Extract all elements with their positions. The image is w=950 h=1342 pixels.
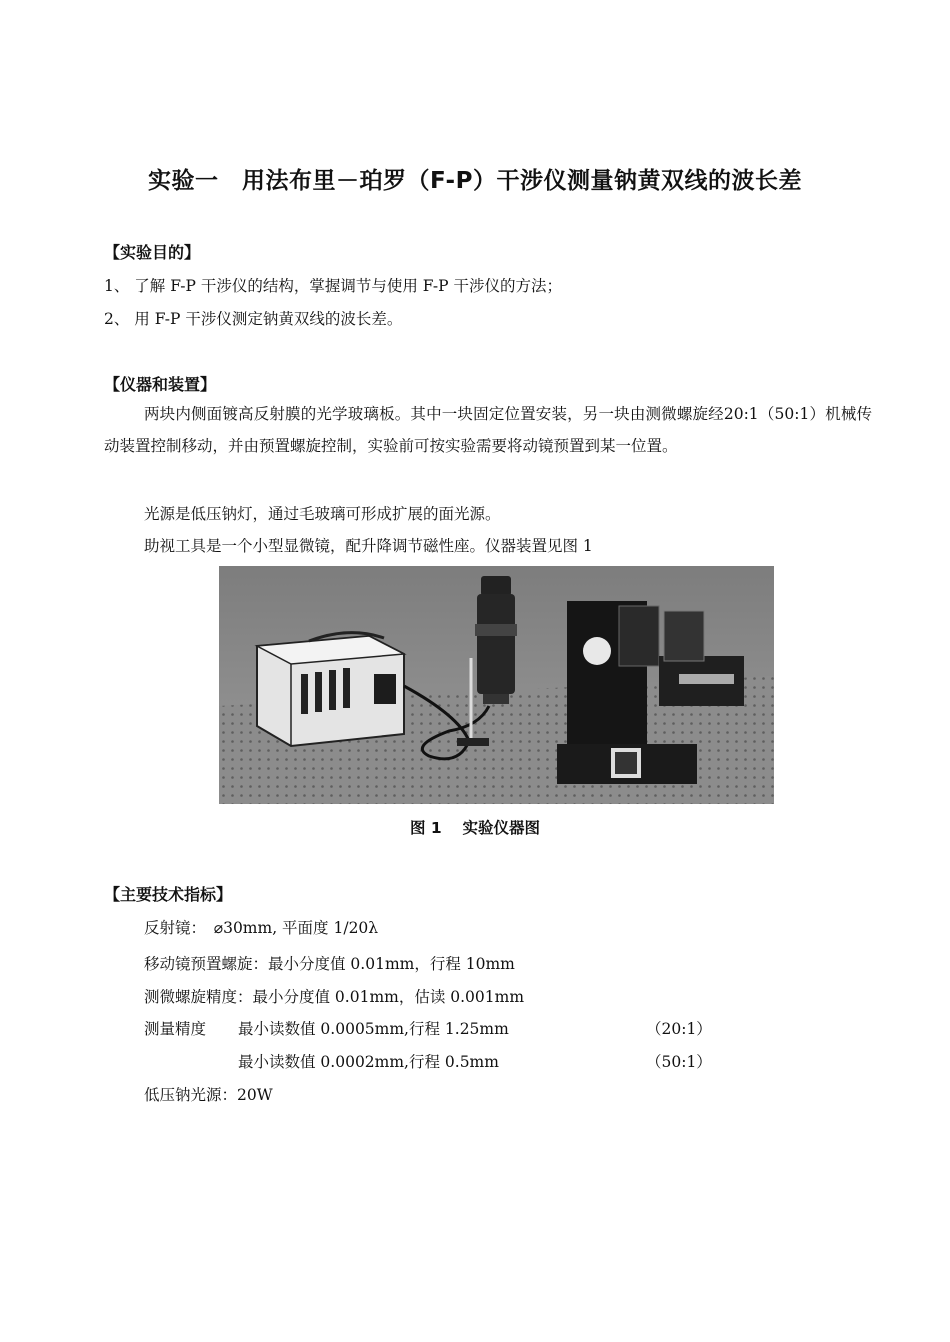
- apparatus-paragraph-3: 助视工具是一个小型显微镜，配升降调节磁性座。仪器装置见图 1: [144, 537, 593, 555]
- spec-precision-1: 最小读数值 0.0005mm,行程 1.25mm: [238, 1020, 509, 1038]
- section-heading-purpose: 【实验目的】: [104, 243, 201, 262]
- spec-lamp: 低压钠光源：20W: [144, 1086, 273, 1104]
- spec-precision-2: 最小读数值 0.0002mm,行程 0.5mm: [238, 1053, 499, 1071]
- apparatus-paragraph-2: 光源是低压钠灯，通过毛玻璃可形成扩展的面光源。: [144, 505, 501, 523]
- purpose-item-1: 1、 了解 F-P 干涉仪的结构，掌握调节与使用 F-P 干涉仪的方法；: [104, 277, 562, 295]
- figure-caption: 图 1 实验仪器图: [409, 819, 541, 837]
- spec-precision-label: 测量精度: [144, 1020, 207, 1038]
- purpose-item-2: 2、 用 F-P 干涉仪测定钠黄双线的波长差。: [104, 310, 403, 328]
- section-heading-apparatus: 【仪器和装置】: [104, 375, 217, 394]
- spec-micrometer: 测微螺旋精度：最小分度值 0.01mm，估读 0.001mm: [144, 988, 525, 1006]
- spec-mirror: 反射镜： ⌀30mm, 平面度 1/20λ: [144, 919, 379, 937]
- sodium-lamp-housing-icon: [257, 633, 404, 746]
- page-title: 实验一 用法布里－珀罗（F-P）干涉仪测量钠黄双线的波长差: [148, 168, 802, 194]
- apparatus-paragraph-1: 两块内侧面镀高反射膜的光学玻璃板。其中一块固定位置安装，另一块由测微螺旋经20:1（50:1）机械传动装置控制移动，并由预置螺旋控制，实验前可按实验需要将动镜预置到某一位置。: [104, 405, 872, 455]
- spec-preset-screw: 移动镜预置螺旋：最小分度值 0.01mm，行程 10mm: [144, 955, 515, 973]
- section-heading-specs: 【主要技术指标】: [104, 885, 233, 904]
- spec-ratio-2: （50:1）: [646, 1053, 712, 1071]
- spec-ratio-1: （20:1）: [646, 1020, 712, 1038]
- apparatus-photo: [219, 566, 774, 804]
